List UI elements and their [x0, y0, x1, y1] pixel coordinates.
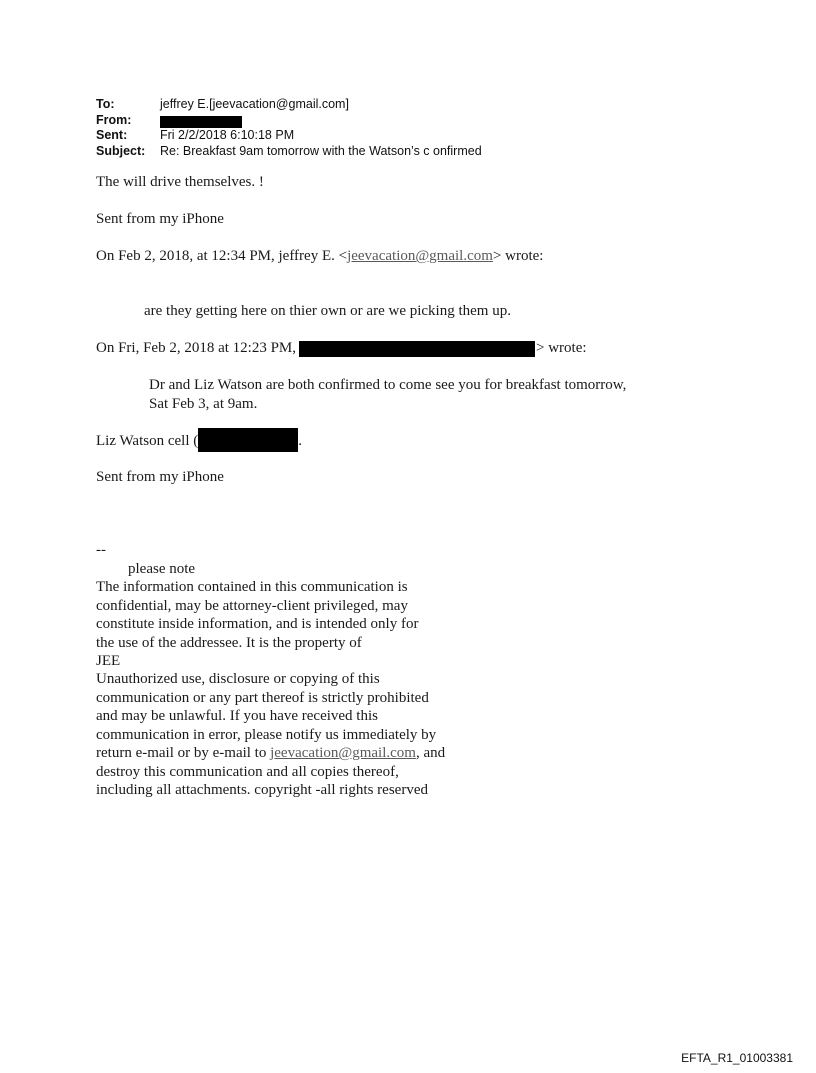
disclaimer-line: confidential, may be attorney-client privileged, may: [96, 598, 408, 614]
cell-line: Liz Watson cell ( .: [96, 431, 302, 452]
quote1-email-link[interactable]: jeevacation@gmail.com: [347, 248, 493, 264]
disclaimer-line: Unauthorized use, disclosure or copying of this: [96, 671, 380, 687]
quote2-header: On Fri, Feb 2, 2018 at 12:23 PM, > wrote:: [96, 340, 587, 356]
quote2-line1: Dr and Liz Watson are both confirmed to come see you for breakfast tomorrow,: [149, 377, 627, 393]
signature-2: Sent from my iPhone: [96, 469, 224, 485]
cell-redaction: [198, 428, 298, 452]
to-value: jeffrey E.[jeevacation@gmail.com]: [160, 97, 349, 111]
body-line1: The will drive themselves. !: [96, 174, 264, 190]
disclaimer-line: including all attachments. copyright -all rights reserved: [96, 782, 428, 798]
disclaimer-line: communication in error, please notify us immediately by: [96, 727, 437, 743]
disclaimer-line: destroy this communication and all copies thereof,: [96, 764, 399, 780]
to-label: To:: [96, 97, 115, 111]
sent-value: Fri 2/2/2018 6:10:18 PM: [160, 128, 295, 142]
from-redaction: [160, 112, 242, 128]
sent-label: Sent:: [96, 128, 128, 142]
disclaimer-line: the use of the addressee. It is the property of: [96, 635, 362, 651]
quote1-text: are they getting here on thier own or are we picking them up.: [144, 303, 511, 319]
disclaimer-line: JEE: [96, 653, 121, 669]
subject-label: Subject:: [96, 144, 146, 158]
from-label: From:: [96, 113, 132, 127]
disclaimer-line: constitute inside information, and is intended only for: [96, 616, 419, 632]
disclaimer-line-email: return e-mail or by e-mail to jeevacation@gmail.com, and: [96, 745, 446, 761]
subject-value: Re: Breakfast 9am tomorrow with the Watson’s c onfirmed: [160, 144, 482, 158]
signature-1: Sent from my iPhone: [96, 211, 224, 227]
quote1-header: On Feb 2, 2018, at 12:34 PM, jeffrey E. <jeevacation@gmail.com> wrote:: [96, 248, 544, 264]
quote2-redaction: [299, 341, 535, 357]
document-id: EFTA_R1_01003381: [681, 1051, 793, 1065]
disclaimer-dashes: --: [96, 542, 106, 558]
disclaimer-note: please note: [128, 561, 196, 577]
quote2-line2: Sat Feb 3, at 9am.: [149, 396, 258, 412]
disclaimer-line: and may be unlawful. If you have received this: [96, 708, 378, 724]
disclaimer-line: communication or any part thereof is strictly prohibited: [96, 690, 429, 706]
disclaimer-line: The information contained in this communication is: [96, 579, 408, 595]
disclaimer-email-link[interactable]: jeevacation@gmail.com: [270, 745, 416, 761]
